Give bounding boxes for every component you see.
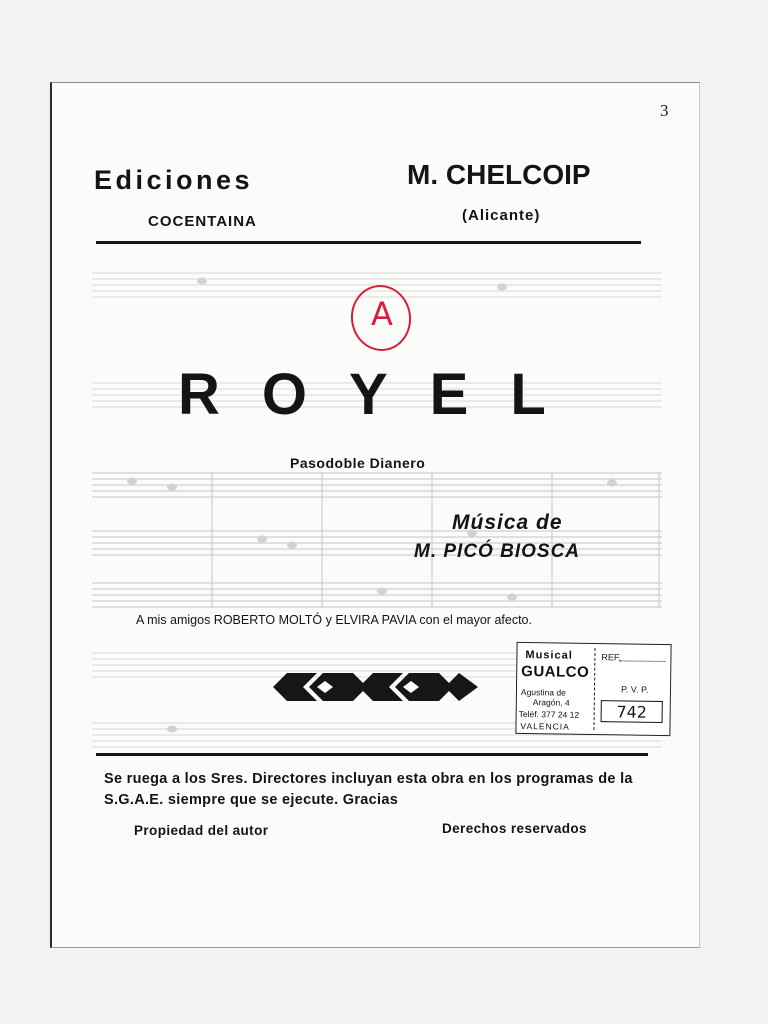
publisher-name: M. CHELCOIP bbox=[407, 159, 591, 190]
publisher-city: COCENTAINA bbox=[148, 213, 257, 230]
diamond-ornament bbox=[273, 673, 478, 701]
stamp-address-line1: Agustina de bbox=[520, 686, 566, 698]
score-cover-page bbox=[50, 82, 700, 948]
work-title: ROYEL bbox=[178, 362, 588, 427]
footer-rule bbox=[96, 753, 648, 756]
performance-notice: Se ruega a los Sres. Directores incluyan esta obra en los programas de la S.G.A.E. siempre que se ejecute. Gracias bbox=[104, 771, 633, 808]
stamp-price-box bbox=[601, 700, 663, 723]
header-rule bbox=[96, 241, 641, 244]
stamp-store-label: Musical bbox=[525, 649, 573, 662]
stamp-ref-line bbox=[619, 660, 665, 662]
stamp-price: 742 bbox=[616, 702, 648, 722]
work-subtitle: Pasodoble Dianero bbox=[290, 455, 426, 471]
rights-notice: Derechos reservados bbox=[442, 821, 587, 836]
stamp-address-line2: Aragón, 4 bbox=[532, 697, 570, 708]
page-number: 3 bbox=[660, 101, 669, 120]
red-handwritten-mark: A bbox=[371, 295, 393, 333]
stamp-phone: Teléf. 377 24 12 bbox=[518, 708, 580, 720]
stamp-store-name: GUALCO bbox=[521, 662, 590, 681]
publisher-label: Ediciones bbox=[94, 165, 254, 195]
publisher-province: (Alicante) bbox=[462, 207, 541, 224]
store-price-stamp bbox=[515, 642, 671, 736]
composer-name: M. PICÓ BIOSCA bbox=[414, 541, 581, 562]
stamp-city: VALENCIA bbox=[520, 720, 570, 732]
ownership-notice: Propiedad del autor bbox=[134, 823, 269, 838]
dedication: A mis amigos ROBERTO MOLTÓ y ELVIRA PAVIA con el mayor afecto. bbox=[136, 613, 532, 627]
composer-label: Música de bbox=[452, 511, 563, 534]
stamp-pvp-label: P. V. P. bbox=[620, 684, 649, 695]
stamp-ref-label: REF. bbox=[601, 652, 622, 663]
